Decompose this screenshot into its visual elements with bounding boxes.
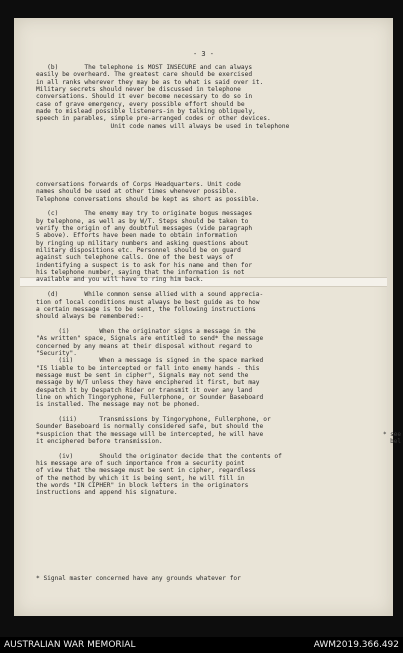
- paragraph-b: (b) The telephone is MOST INSECURE and can always easily be overheard. The greatest care should be exercised in all ranks wherever they may be as to what is said over it. Military secrets should never be discussed in telephone conversations. Should it ever become necessary to do so in case of grave emergency, every possible effort should be made to mislead possible listeners-in by talking obliquely, speech in parables, simple pre-arranged codes or other devices. Unit code names will always be used in telephone: [36, 64, 290, 130]
- page-number: - 3 -: [192, 50, 215, 58]
- document-page: [14, 18, 393, 616]
- archive-name: AUSTRALIAN WAR MEMORIAL: [4, 640, 136, 650]
- paragraphs-c-d: conversations forwards of Corps Headquarters. Unit code names should be used at other times whenever possible. Telephone conversations should be kept as short as possible. (c) The enemy may try to originate bogus messages by telephone, as well as by W/T. Steps should be taken to verify the origin of any doubtful messages (vide paragraph 5 above). Efforts have been made to obtain information by ringing up military numbers and asking questions about military dispositions etc. Personnel should be on guard against such telephone calls. One of the best ways of indentifying a suspect is to ask for his name and then for his telephone number, saying that the information is not available and you will have to ring him back. (d) While common sense allied with a sound apprecia- tion of local conditions must always be best guide as to how a certain message is to be sent, the following instructions should always be remembered:- (i) When the originator signs a message in the "As written" space, Signals are entitled to send* the message concerned by any means at their disposal without regard to "Security". (ii) When a message is signed in the space marked "IS liable to be intercepted or fall into enemy hands - this message must be sent in cipher", Signals may not send the message by W/T unless they have enciphered it first, but may despatch it by Despatch Rider or transmit it over any land line on which Tingoryphone, Fullerphone, or Sounder Baseboard is installed. The message may not be phoned. (iii) Transmissions by Tingoryphone, Fullerphone, or Sounder Baseboard is normally considered safe, but should the *suspicion that the message will be intercepted, he will have it enciphered before transmission. (iv) Should the originator decide that the contents of his message are of such importance from a security point of view that the message must be sent in cipher, regardless of the method by which it is being sent, he will fill in the words "IN CIPHER" in block letters in the originators instructions and append his signature.: [36, 181, 282, 497]
- footnote: * Signal master concerned have any grounds whatever for: [36, 575, 241, 582]
- margin-note: * see bel: [382, 431, 401, 446]
- accession-number: AWM2019.366.492: [313, 640, 399, 650]
